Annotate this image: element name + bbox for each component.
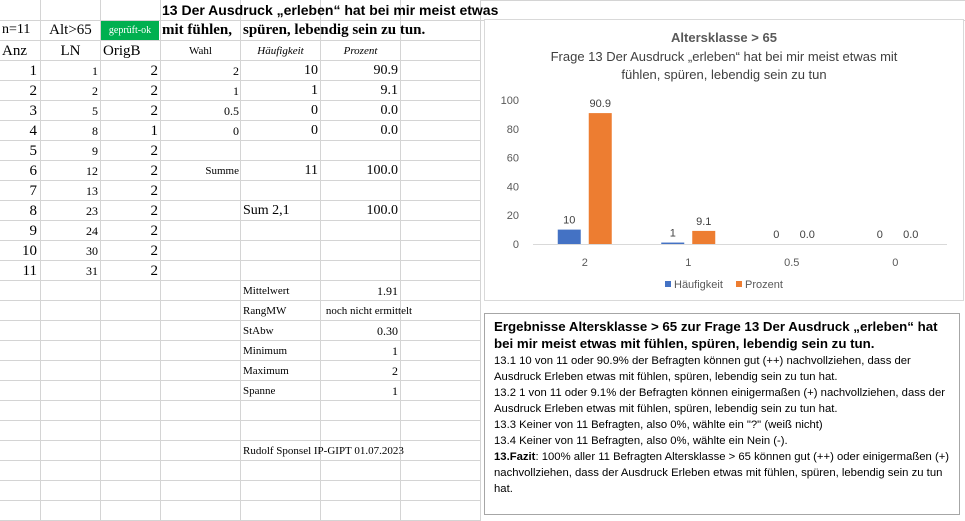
fazit-text: : 100% aller 11 Befragten Altersklasse > 65 können gut (++) oder einigermaßen (+) nachvollziehen, dass der Ausdruck Erleben etwas mit fühlen, spüren, lebendig sein zu tun hat. — [494, 451, 950, 495]
freq-h[interactable]: 10 — [304, 63, 318, 78]
row-anz[interactable]: 2 — [29, 83, 37, 99]
row-origb[interactable]: 2 — [150, 103, 158, 119]
grid-row-line — [0, 360, 480, 361]
col-header-ln[interactable]: LN — [60, 43, 81, 59]
grid-row-line — [0, 420, 480, 421]
legend-swatch — [665, 281, 671, 287]
data-label: 9.1 — [696, 215, 712, 228]
chart-title: Altersklasse > 65 — [671, 30, 777, 45]
data-label: 1 — [669, 227, 676, 240]
row-origb[interactable]: 2 — [150, 143, 158, 159]
summary-fazit — [494, 449, 953, 497]
row-origb[interactable]: 1 — [150, 123, 158, 139]
grid-row-line — [480, 0, 965, 1]
col-header-haeufigkeit[interactable]: Häufigkeit — [257, 45, 304, 57]
plot-area — [501, 95, 947, 291]
y-tick-label: 0 — [512, 239, 519, 251]
summary-line: 13.1 10 von 11 oder 90.9% der Befragten können gut (++) nachvollziehen, dass der Ausdruck Erleben etwas mit fühlen, spüren, lebendig sein zu tun hat. — [494, 355, 911, 383]
bar-häufigkeit — [661, 243, 684, 244]
checked-badge[interactable]: geprüft-ok — [101, 21, 159, 40]
data-label: 90.9 — [589, 98, 611, 111]
summe-prozent[interactable]: 100.0 — [366, 163, 398, 178]
summary-heading: Ergebnisse Altersklasse > 65 zur Frage 13 Der Ausdruck „erleben“ hat bei mir meist etwas mit fühlen, spüren, lebendig sein zu tun. — [494, 319, 938, 351]
chart-svg — [485, 20, 963, 300]
n-label[interactable]: n=11 — [2, 22, 31, 37]
question-title-line2b[interactable]: spüren, lebendig sein zu tun. — [243, 22, 426, 38]
y-tick-label: 100 — [500, 95, 519, 107]
y-tick-label: 20 — [506, 210, 519, 223]
row-origb[interactable]: 2 — [150, 263, 158, 279]
freq-wahl[interactable]: 2 — [233, 64, 239, 78]
data-label: 0 — [876, 229, 883, 241]
data-label: 0 — [773, 229, 780, 241]
stat-value[interactable]: 2 — [392, 364, 398, 378]
stat-label[interactable]: StAbw — [243, 325, 274, 337]
chart-subtitle-line2: fühlen, spüren, lebendig sein zu tun — [621, 67, 827, 82]
y-tick-label: 60 — [506, 152, 519, 165]
summe-label[interactable]: Summe — [205, 165, 239, 177]
stat-label[interactable]: Spanne — [243, 385, 276, 397]
stat-label[interactable]: Minimum — [243, 345, 288, 357]
row-origb[interactable]: 2 — [150, 163, 158, 179]
row-anz[interactable]: 11 — [22, 263, 37, 279]
row-ln[interactable]: 12 — [86, 164, 98, 178]
freq-wahl[interactable]: 0.5 — [224, 104, 239, 118]
data-label: 0.0 — [799, 229, 815, 241]
summary-line: 13.3 Keiner von 11 Befragten, also 0%, wählte ein "?" (weiß nicht) — [494, 419, 823, 431]
freq-p[interactable]: 9.1 — [380, 83, 398, 98]
x-tick-label: 2 — [581, 257, 588, 269]
stat-label[interactable]: RangMW — [243, 305, 287, 317]
results-summary-box[interactable] — [484, 313, 960, 515]
row-origb[interactable]: 2 — [150, 183, 158, 199]
legend-label: Häufigkeit — [674, 279, 723, 291]
row-ln[interactable]: 13 — [86, 184, 98, 198]
row-anz[interactable]: 7 — [29, 183, 37, 199]
stat-label[interactable]: Maximum — [243, 365, 289, 377]
row-ln[interactable]: 8 — [92, 124, 98, 138]
row-origb[interactable]: 2 — [150, 63, 158, 79]
row-origb[interactable]: 2 — [150, 223, 158, 239]
grid-col-line — [480, 0, 481, 521]
grid-row-line — [0, 480, 480, 481]
x-tick-label: 0 — [892, 257, 899, 269]
sum21-prozent[interactable]: 100.0 — [366, 203, 398, 218]
stat-value[interactable]: 1 — [392, 384, 398, 398]
grid-row-line — [0, 400, 480, 401]
col-header-wahl[interactable]: Wahl — [189, 45, 212, 57]
freq-h[interactable]: 0 — [311, 103, 318, 118]
y-tick-label: 40 — [506, 181, 519, 194]
bar-prozent — [692, 231, 715, 244]
author-credit[interactable]: Rudolf Sponsel IP-GIPT 01.07.2023 — [243, 445, 404, 457]
bar-häufigkeit — [558, 230, 581, 244]
stat-value[interactable]: 1.91 — [377, 284, 398, 298]
freq-p[interactable]: 0.0 — [380, 123, 398, 138]
row-origb[interactable]: 2 — [150, 243, 158, 259]
chart-subtitle-line1: Frage 13 Der Ausdruck „erleben“ hat bei mir meist etwas mit — [550, 49, 898, 64]
legend-label: Prozent — [745, 279, 783, 291]
freq-p[interactable]: 90.9 — [373, 63, 398, 78]
summe-haeufigkeit[interactable]: 11 — [304, 163, 318, 178]
stat-value[interactable]: 1 — [392, 344, 398, 358]
stat-value[interactable]: 0.30 — [377, 324, 398, 338]
row-ln[interactable]: 31 — [86, 264, 98, 278]
freq-p[interactable]: 0.0 — [380, 103, 398, 118]
sum21-label[interactable]: Sum 2,1 — [243, 203, 290, 218]
question-title-line1[interactable]: 13 Der Ausdruck „erleben“ hat bei mir meist etwas — [162, 2, 499, 18]
row-ln[interactable]: 2 — [92, 84, 98, 98]
row-ln[interactable]: 23 — [86, 204, 98, 218]
fazit-label: 13.Fazit — [494, 451, 536, 463]
col-header-prozent[interactable]: Prozent — [343, 45, 378, 57]
data-label: 0.0 — [903, 229, 919, 241]
summary-line: 13.4 Keiner von 11 Befragten, also 0%, wählte ein Nein (-). — [494, 435, 788, 447]
row-anz[interactable]: 5 — [29, 143, 37, 159]
row-ln[interactable]: 30 — [86, 244, 98, 258]
row-origb[interactable]: 2 — [150, 83, 158, 99]
summary-lines — [494, 353, 953, 449]
stat-label[interactable]: Mittelwert — [243, 285, 290, 297]
bar-chart[interactable] — [484, 19, 964, 301]
freq-h[interactable]: 0 — [311, 123, 318, 138]
row-anz[interactable]: 9 — [29, 223, 37, 239]
row-origb[interactable]: 2 — [150, 203, 158, 219]
freq-wahl[interactable]: 0 — [233, 124, 239, 138]
stat-value[interactable]: noch nicht ermittelt — [325, 305, 413, 317]
summary-line: 13.2 1 von 11 oder 9.1% der Befragten können einigermaßen (+) nachvollziehen, dass der Ausdruck Erleben etwas mit fühlen, spüren, lebendig sein zu tun hat. — [494, 387, 946, 415]
col-header-anz[interactable]: Anz — [2, 43, 27, 59]
row-anz[interactable]: 3 — [29, 103, 37, 119]
row-anz[interactable]: 1 — [29, 63, 37, 79]
grid-row-line — [0, 460, 480, 461]
col-header-origb[interactable]: OrigB — [103, 43, 141, 59]
freq-wahl[interactable]: 1 — [233, 84, 239, 98]
y-tick-label: 80 — [506, 123, 519, 136]
row-ln[interactable]: 9 — [92, 144, 98, 158]
x-tick-label: 1 — [685, 257, 692, 269]
legend-swatch — [736, 281, 742, 287]
bar-prozent — [589, 113, 612, 244]
grid-row-line — [0, 380, 480, 381]
row-anz[interactable]: 10 — [22, 243, 37, 259]
row-anz[interactable]: 8 — [29, 203, 37, 219]
grid-row-line — [0, 500, 480, 501]
row-ln[interactable]: 1 — [92, 64, 98, 78]
row-anz[interactable]: 6 — [29, 163, 37, 179]
age-label[interactable]: Alt>65 — [49, 22, 92, 38]
freq-h[interactable]: 1 — [311, 83, 318, 98]
row-anz[interactable]: 4 — [29, 123, 37, 139]
grid-row-line — [0, 340, 480, 341]
row-ln[interactable]: 5 — [92, 104, 98, 118]
x-tick-label: 0.5 — [784, 257, 800, 269]
question-title-line2a[interactable]: mit fühlen, — [162, 22, 233, 38]
data-label: 10 — [563, 214, 576, 227]
row-ln[interactable]: 24 — [86, 224, 98, 238]
grid-row-line — [0, 440, 480, 441]
